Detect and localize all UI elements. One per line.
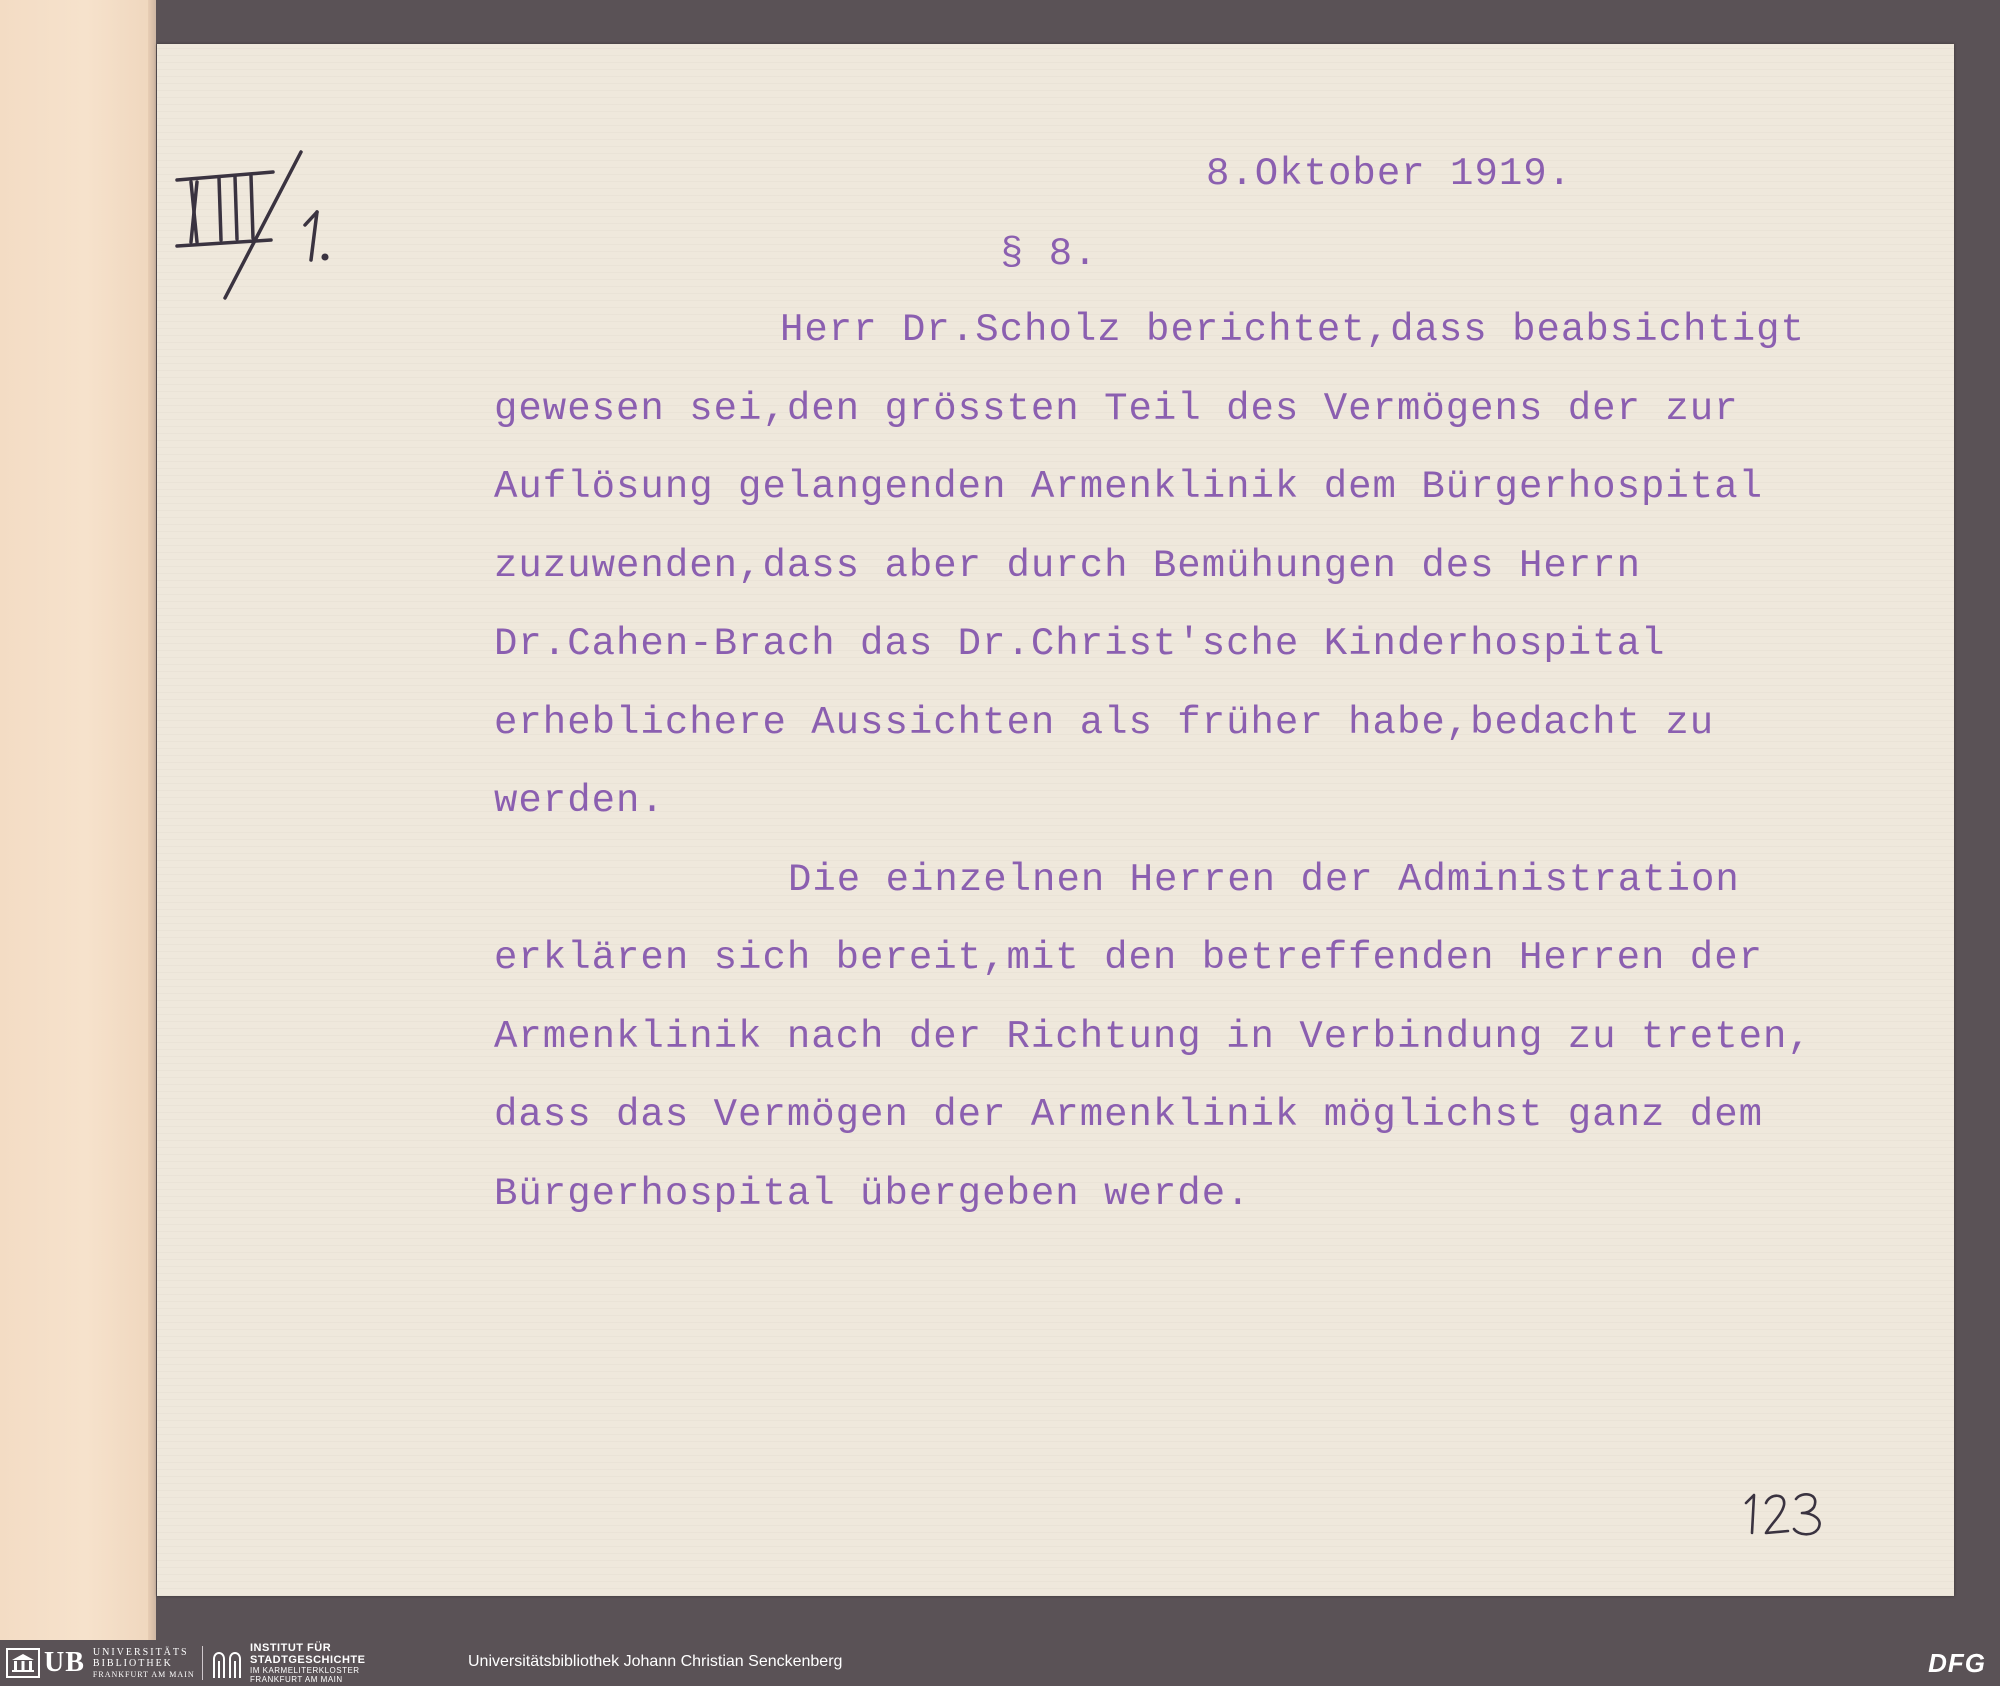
ub-line: UNIVERSITÄTS xyxy=(92,1646,189,1658)
ub-logo[interactable] xyxy=(6,1646,195,1680)
isg-line: FRANKFURT AM MAIN xyxy=(250,1675,343,1684)
text-line: Die einzelnen Herren der Administration xyxy=(788,858,1740,902)
isg-line: IM KARMELITERKLOSTER xyxy=(250,1666,360,1675)
footer-caption: Universitätsbibliothek Johann Christian Senckenberg xyxy=(468,1653,843,1670)
text-line: Herr Dr.Scholz berichtet,dass beabsichtigt xyxy=(780,308,1805,352)
ub-name xyxy=(93,1647,195,1680)
isg-logo[interactable] xyxy=(212,1642,366,1684)
text-line: Bürgerhospital übergeben werde. xyxy=(494,1172,1251,1216)
ub-letters: UB xyxy=(44,1647,85,1678)
footer-divider xyxy=(202,1646,203,1680)
isg-line: STADTGESCHICHTE xyxy=(250,1654,366,1666)
marginal-note-handwritten xyxy=(175,150,335,300)
text-line: erheblichere Aussichten als früher habe,bedacht zu xyxy=(494,701,1715,745)
ub-line: FRANKFURT AM MAIN xyxy=(92,1669,195,1679)
text-line: werden. xyxy=(494,779,665,823)
library-building-icon xyxy=(6,1648,40,1678)
isg-name xyxy=(250,1642,365,1684)
page-number-handwritten xyxy=(1740,1485,1830,1540)
text-line: gewesen sei,den grössten Teil des Vermögens der zur xyxy=(494,387,1739,431)
document-date: 8.Oktober 1919. xyxy=(1206,152,1573,196)
ub-line: BIBLIOTHEK xyxy=(92,1657,173,1669)
section-number: § 8. xyxy=(1000,232,1098,276)
text-line: Dr.Cahen-Brach das Dr.Christ'sche Kinderhospital xyxy=(494,622,1666,666)
footer-bar xyxy=(0,1640,2000,1686)
dfg-logo[interactable]: DFG xyxy=(1928,1648,1986,1678)
text-line: dass das Vermögen der Armenklinik möglichst ganz dem xyxy=(494,1093,1763,1137)
text-line: Auflösung gelangenden Armenklinik dem Bürgerhospital xyxy=(494,465,1763,509)
text-line: erklären sich bereit,mit den betreffenden Herren der xyxy=(494,936,1763,980)
left-adjacent-page xyxy=(0,0,156,1640)
isg-line: INSTITUT FÜR xyxy=(250,1642,332,1654)
document-page xyxy=(157,44,1954,1596)
page-edge-shadow xyxy=(148,0,156,1640)
cloister-arches-icon xyxy=(212,1647,242,1679)
text-line: zuzuwenden,dass aber durch Bemühungen des Herrn xyxy=(494,544,1641,588)
text-line: Armenklinik nach der Richtung in Verbindung zu treten, xyxy=(494,1015,1812,1059)
